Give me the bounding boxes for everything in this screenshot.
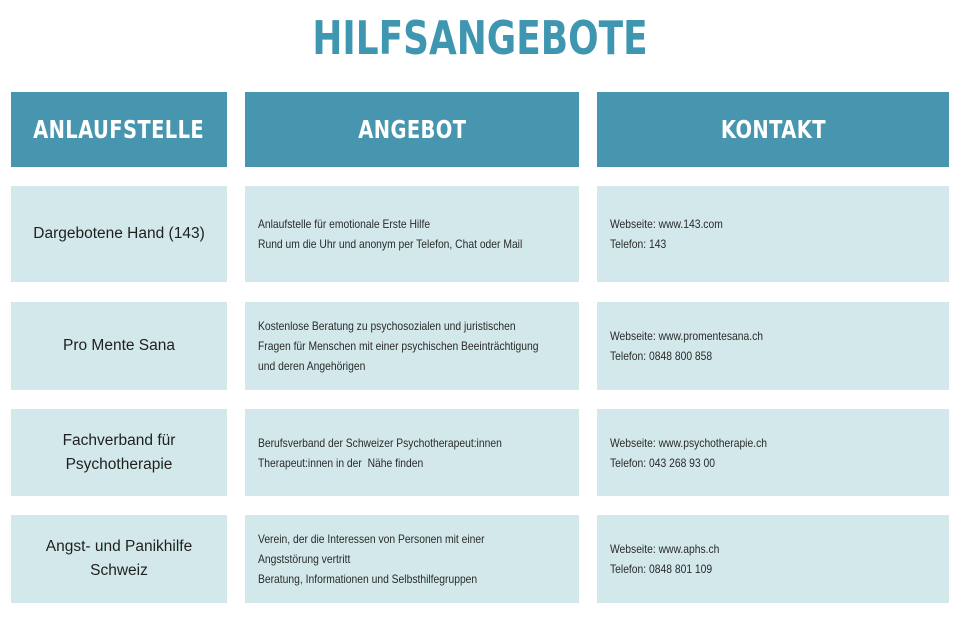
kontakt-phone: Telefon: 0848 801 109 [610,562,713,576]
header-label: KONTAKT [720,115,826,144]
angebot-line: Therapeut:innen in der Nähe finden [258,455,424,470]
page-title: HILFSANGEBOTE [312,11,648,65]
angebot-line: Beratung, Informationen und Selbsthilfegruppen [258,572,478,586]
row-1-angebot [245,302,579,390]
kontakt-phone: Telefon: 143 [610,237,667,251]
kontakt-website: Webseite: www.psychotherapie.ch [610,435,767,450]
row-0-kontakt [597,186,949,282]
name-line: Psychotherapie [65,455,173,473]
angebot-line: Kostenlose Beratung zu psychosozialen und juristischen [258,319,516,333]
row-0-name [11,186,227,282]
kontakt-website: Webseite: www.promentesana.ch [610,329,763,343]
header-anlaufstelle [11,92,227,167]
name-line: Angst- und Panikhilfe [45,538,193,555]
angebot-line: Fragen für Menschen mit einer psychischen Beeinträchtigung [258,339,539,353]
angebot-line: Anlaufstelle für emotionale Erste Hilfe [258,217,431,231]
angebot-line: Angststörung vertritt [258,552,351,566]
row-2-name [11,409,227,496]
row-3-angebot [245,515,579,603]
kontakt-phone: Telefon: 0848 800 858 [610,349,713,363]
kontakt-phone: Telefon: 043 268 93 00 [610,455,716,470]
name-line: Dargebotene Hand (143) [33,225,205,242]
row-3-name [11,515,227,603]
header-label: ANLAUFSTELLE [33,115,205,144]
row-3-kontakt [597,515,949,603]
name-line: Schweiz [90,562,148,579]
header-angebot [245,92,579,167]
kontakt-website: Webseite: www.aphs.ch [610,542,720,556]
name-line: Pro Mente Sana [62,337,175,354]
row-1-kontakt [597,302,949,390]
header-label: ANGEBOT [357,115,467,144]
header-kontakt [597,92,949,167]
row-0-angebot [245,186,579,282]
name-line: Fachverband für [62,431,176,449]
angebot-line: und deren Angehörigen [258,359,366,373]
row-2-kontakt [597,409,949,496]
kontakt-website: Webseite: www.143.com [610,217,723,231]
angebot-line: Berufsverband der Schweizer Psychotherapeut:innen [258,435,502,450]
angebot-line: Rund um die Uhr und anonym per Telefon, Chat oder Mail [258,237,523,251]
row-2-angebot [245,409,579,496]
angebot-line: Verein, der die Interessen von Personen mit einer [258,532,485,546]
row-1-name [11,302,227,390]
